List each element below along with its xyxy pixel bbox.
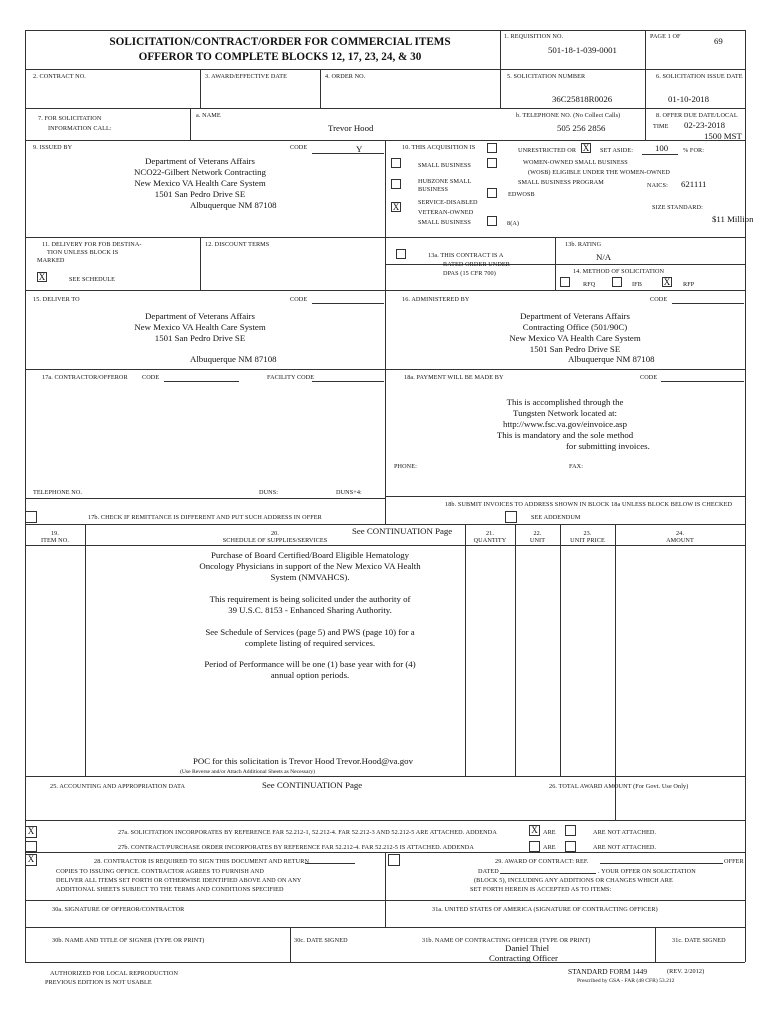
administered-by-label: 16. ADMINISTERED BY [402,296,470,303]
offer-due-time-value[interactable]: 1500 MST [704,131,742,141]
addendum-label: SEE ADDENDUM [531,514,581,521]
requisition-label: 1. REQUISITION NO. [504,33,564,40]
delivery-fob-label-1: 11. DELIVERY FOR FOB DESTINA- [42,241,142,248]
clause-27a-text: 27a. SOLICITATION INCORPORATES BY REFERENCE FAR 52.212-1, 52.212-4. FAR 52.212-3 AND 52.212-5 ARE ATTACHED. ADDENDA [118,829,497,836]
submit-invoices-label: 18b. SUBMIT INVOICES TO ADDRESS SHOWN IN BLOCK 18a UNLESS BLOCK BELOW IS CHECKED [445,501,733,508]
col-unit-1: 22. [533,530,542,537]
desc-para3-line1: See Schedule of Services (page 5) and PWS (page 10) for a [205,627,415,637]
acquisition-label: 10. THIS ACQUISITION IS [402,144,476,151]
rated-order-label-1: 13a. THIS CONTRACT IS A [428,252,504,259]
offer-due-label: 8. OFFER DUE DATE/LOCAL [656,112,738,119]
payment-line-4: This is mandatory and the sole method [496,430,634,440]
desc-para1-line2: Oncology Physicians in support of the New Mexico VA Health [199,561,421,571]
clause-27b-text: 27b. CONTRACT/PURCHASE ORDER INCORPORATES BY REFERENCE FAR 52.212-4. FAR 52.212-5 IS ATTACHED. ADDENDA [118,844,474,851]
administered-city: Albuquerque NM 87108 [568,354,655,364]
issued-line-3: New Mexico VA Health Care System [134,178,266,188]
form-title-line2: OFFEROR TO COMPLETE BLOCKS 12, 17, 23, 24, & 30 [138,51,422,63]
deliver-city: Albuquerque NM 87108 [190,354,277,364]
issued-by-label: 9. ISSUED BY [33,144,73,151]
small-business-label: SMALL BUSINESS [418,162,471,169]
col-unit-2: UNIT [529,537,546,544]
ifb-checkbox[interactable] [612,277,622,287]
rating-value[interactable]: N/A [596,252,612,262]
contact-name-value[interactable]: Trevor Hood [328,123,374,133]
desc-para1-line1: Purchase of Board Certified/Board Eligible Hematology [210,550,410,560]
accounting-continuation: See CONTINUATION Page [262,780,363,790]
sdvosb-label-1: SERVICE-DISABLED [418,199,478,206]
col-unit-price-1: 23. [583,530,592,537]
info-call-label-1: 7. FOR SOLICITATION [38,115,102,122]
payment-line-1: This is accomplished through the [506,397,624,407]
footer-authorized: AUTHORIZED FOR LOCAL REPRODUCTION [50,970,179,977]
administered-line-4: 1501 San Pedro Drive SE [529,344,621,354]
contract-no-label: 2. CONTRACT NO. [33,73,86,80]
facility-code-label: FACILITY CODE [267,374,315,381]
payment-line-2: Tungsten Network located at: [513,408,617,418]
signature-30a-label: 30a. SIGNATURE OF OFFEROR/CONTRACTOR [52,906,185,913]
eight-a-checkbox[interactable] [487,216,497,226]
clause-29-line3: (BLOCK 5), INCLUDING ANY ADDITIONS OR CHANGES WHICH ARE [474,877,673,884]
telephone-label: b. TELEPHONE NO. (No Collect Calls) [516,112,621,119]
set-aside-label: SET ASIDE: [600,147,634,154]
clause-29-line1: 29. AWARD OF CONTRACT: REF. [495,858,589,865]
desc-para4-line1: Period of Performance will be one (1) base year with for (4) [204,659,416,669]
hubzone-label-2: BUSINESS [418,186,449,193]
payment-line-3: http://www.fsc.va.gov/einvoice.asp [502,419,628,429]
col-amount-2: AMOUNT [666,537,694,544]
name-label: a. NAME [196,112,221,119]
rating-label: 13b. RATING [565,241,602,248]
delivery-fob-label-2: TION UNLESS BLOCK IS [47,249,119,256]
remittance-checkbox[interactable] [25,511,37,523]
footer-form-number: STANDARD FORM 1449 [568,967,648,976]
clause-27a-checkbox[interactable]: X [25,826,37,838]
clause-28-line2: COPIES TO ISSUING OFFICE. CONTRACTOR AGREES TO FURNISH AND [56,868,264,875]
col-schedule-2: SCHEDULE OF SUPPLIES/SERVICES [222,537,328,544]
clause-28-line3: DELIVER ALL ITEMS SET FORTH OR OTHERWISE IDENTIFIED ABOVE AND ON ANY [56,877,302,884]
payment-line-5: for submitting invoices. [566,441,650,451]
clause-29-offer: OFFER [724,858,744,865]
deliver-line-3: 1501 San Pedro Drive SE [154,333,246,343]
offer-due-date-value[interactable]: 02-23-2018 [684,120,726,130]
requisition-value[interactable]: 501-18-1-039-0001 [548,45,617,55]
small-business-checkbox[interactable] [391,158,401,168]
contractor-duns-label: DUNS: [259,489,279,496]
deliver-to-label: 15. DELIVER TO [33,296,80,303]
desc-para1-line3: System (NMVAHCS). [270,572,350,582]
officer-title-value[interactable]: Contracting Officer [489,953,558,963]
clause-27b-are-not: ARE NOT ATTACHED. [593,844,657,851]
issued-code-value[interactable]: Y [356,144,363,154]
signature-31a-label: 31a. UNITED STATES OF AMERICA (SIGNATURE OF CONTRACTING OFFICER) [432,906,658,913]
desc-para2-line1: This requirement is being solicited under the authority of [209,594,411,604]
clause-27a-are: ARE [543,829,556,836]
delivery-fob-checkbox[interactable]: X [38,272,46,282]
order-no-label: 4. ORDER NO. [325,73,366,80]
col-quantity-1: 21. [485,530,495,537]
issue-date-value[interactable]: 01-10-2018 [668,94,710,104]
issued-city: Albuquerque NM 87108 [190,200,277,210]
solicitation-number-value[interactable]: 36C25818R0026 [552,94,613,104]
wosb-checkbox[interactable] [487,158,497,168]
desc-para4-line2: annual option periods. [270,670,350,680]
acquisition-box[interactable] [487,143,497,153]
method-label: 14. METHOD OF SOLICITATION [573,268,665,275]
footer-previous-edition: PREVIOUS EDITION IS NOT USABLE [45,979,152,986]
see-schedule-label: SEE SCHEDULE [69,276,116,283]
total-award-label: 26. TOTAL AWARD AMOUNT (For Govt. Use Only) [549,783,689,790]
naics-label: NAICS: [647,182,668,189]
size-standard-label: SIZE STANDARD: [652,204,703,211]
eight-a-label: 8(A) [507,220,520,227]
remittance-label: 17b. CHECK IF REMITTANCE IS DIFFERENT AND PUT SUCH ADDRESS IN OFFER [88,514,322,521]
sdvosb-label-2: VETERAN-OWNED [418,209,474,216]
payment-code-label: CODE [640,374,658,381]
payment-label: 18a. PAYMENT WILL BE MADE BY [404,374,504,381]
hubzone-label-1: HUBZONE SMALL [418,178,472,185]
poc-line: POC for this solicitation is Trevor Hood Trevor.Hood@va.gov [193,756,413,766]
pct-for-label: % FOR: [683,147,705,154]
desc-para3-line2: complete listing of required services. [244,638,376,648]
col-item-no-1: 19. [50,530,60,537]
sdvosb-label-3: SMALL BUSINESS [418,219,471,226]
rfp-checkbox[interactable]: X [663,277,671,287]
rated-order-checkbox[interactable] [396,249,406,259]
sdvosb-checkbox[interactable]: X [392,202,400,212]
contractor-code-label: CODE [142,374,160,381]
page-label: PAGE 1 OF [650,33,681,40]
clause-27a-are-not-checkbox[interactable] [565,825,576,836]
clause-28-checkbox[interactable]: X [25,854,37,866]
signer-name-label: 30b. NAME AND TITLE OF SIGNER (TYPE OR PRINT) [52,937,205,944]
telephone-value[interactable]: 505 256 2856 [557,123,606,133]
col-amount-1: 24. [675,530,685,537]
desc-para2-line2: 39 U.S.C. 8153 - Enhanced Sharing Authority. [228,605,392,615]
accounting-label: 25. ACCOUNTING AND APPROPRIATION DATA [50,783,186,790]
clause-27a-are-checkbox[interactable]: X [529,825,540,836]
clause-29-line2: . YOUR OFFER ON SOLICITATION [598,868,696,875]
officer-name-label: 31b. NAME OF CONTRACTING OFFICER (TYPE OR PRINT) [422,937,591,944]
wosb-label-1: WOMEN-OWNED SMALL BUSINESS [523,159,628,166]
col-schedule-1: 20. [270,530,280,537]
clause-29-checkbox[interactable] [388,854,400,866]
clause-27a-are-not: ARE NOT ATTACHED. [593,829,657,836]
reverse-note: (Use Reverse and/or Attach Additional Sheets as Necessary) [180,769,315,775]
rated-order-label-2: RATED ORDER UNDER [443,261,511,268]
administered-line-2: Contracting Office (501/90C) [522,322,628,332]
rated-order-label-3: DPAS (15 CFR 700) [443,270,496,277]
discount-terms-label: 12. DISCOUNT TERMS [205,241,270,248]
deliver-line-2: New Mexico VA Health Care System [134,322,266,332]
clause-29-line4: SET FORTH HEREIN IS ACCEPTED AS TO ITEMS: [470,886,612,893]
clause-27b-are-not-checkbox[interactable] [565,841,576,852]
wosb-label-3: SMALL BUSINESS PROGRAM [518,179,604,186]
unrestricted-label: UNRESTRICTED OR [518,147,577,154]
rfq-label: RFQ [583,281,596,288]
offer-due-time-label: TIME [653,123,669,130]
wosb-label-2: (WOSB) ELIGIBLE UNDER THE WOMEN-OWNED [528,169,670,176]
issued-line-2: NCO22-Gilbert Network Contracting [134,167,266,177]
naics-value[interactable]: 621111 [681,179,707,189]
form-title-line1: SOLICITATION/CONTRACT/ORDER FOR COMMERCIAL ITEMS [109,36,451,48]
delivery-fob-label-3: MARKED [37,257,65,264]
hubzone-checkbox[interactable] [391,179,401,189]
issued-line-4: 1501 San Pedro Drive SE [154,189,246,199]
date-signed-31c-label: 31c. DATE SIGNED [672,937,726,944]
officer-name-value[interactable]: Daniel Thiel [505,943,550,953]
rfp-label: RFP [683,281,695,288]
unrestricted-checkbox[interactable]: X [582,143,590,153]
contractor-duns4-label: DUNS+4: [336,489,362,496]
deliver-code-label: CODE [290,296,308,303]
issue-date-label: 6. SOLICITATION ISSUE DATE [656,73,743,80]
size-standard-value[interactable]: $11 Million [712,214,754,224]
page-total: 69 [714,36,723,46]
col-quantity-2: QUANTITY [473,537,507,544]
edwosb-checkbox[interactable] [487,188,497,198]
clause-27b-are-checkbox[interactable] [529,841,540,852]
issued-code-label: CODE [290,144,308,151]
info-call-label-2: INFORMATION CALL: [48,125,112,132]
clause-28-line1: 28. CONTRACTOR IS REQUIRED TO SIGN THIS DOCUMENT AND RETURN [94,858,310,865]
clause-27b-checkbox[interactable] [25,841,37,852]
col-unit-price-2: UNIT PRICE [570,537,605,544]
solicitation-number-label: 5. SOLICITATION NUMBER [507,73,586,80]
schedule-continuation: See CONTINUATION Page [352,526,453,536]
rfq-checkbox[interactable] [560,277,570,287]
contractor-label: 17a. CONTRACTOR/OFFEROR [42,374,128,381]
footer-revision: (REV. 2/2012) [667,968,705,975]
set-aside-percent[interactable]: 100 [655,143,669,153]
payment-phone-label: PHONE: [394,463,417,470]
award-date-label: 3. AWARD/EFFECTIVE DATE [205,73,288,80]
edwosb-label: EDWOSB [508,191,535,198]
clause-29-dated: DATED [478,868,499,875]
issued-line-1: Department of Veterans Affairs [145,156,255,166]
date-signed-30c-label: 30c. DATE SIGNED [294,937,348,944]
deliver-line-1: Department of Veterans Affairs [145,311,255,321]
administered-code-label: CODE [650,296,668,303]
clause-28-line4: ADDITIONAL SHEETS SUBJECT TO THE TERMS AND CONDITIONS SPECIFIED [56,886,284,893]
footer-prescribed: Prescribed by GSA - FAR (48 CFR) 53.212 [577,978,675,984]
contractor-telephone-label: TELEPHONE NO. [33,489,83,496]
ifb-label: IFB [632,281,642,288]
administered-line-1: Department of Veterans Affairs [520,311,630,321]
addendum-checkbox[interactable] [505,511,517,523]
clause-27b-are: ARE [543,844,556,851]
col-item-no-2: ITEM NO. [41,537,69,544]
administered-line-3: New Mexico VA Health Care System [509,333,641,343]
payment-fax-label: FAX: [569,463,584,470]
